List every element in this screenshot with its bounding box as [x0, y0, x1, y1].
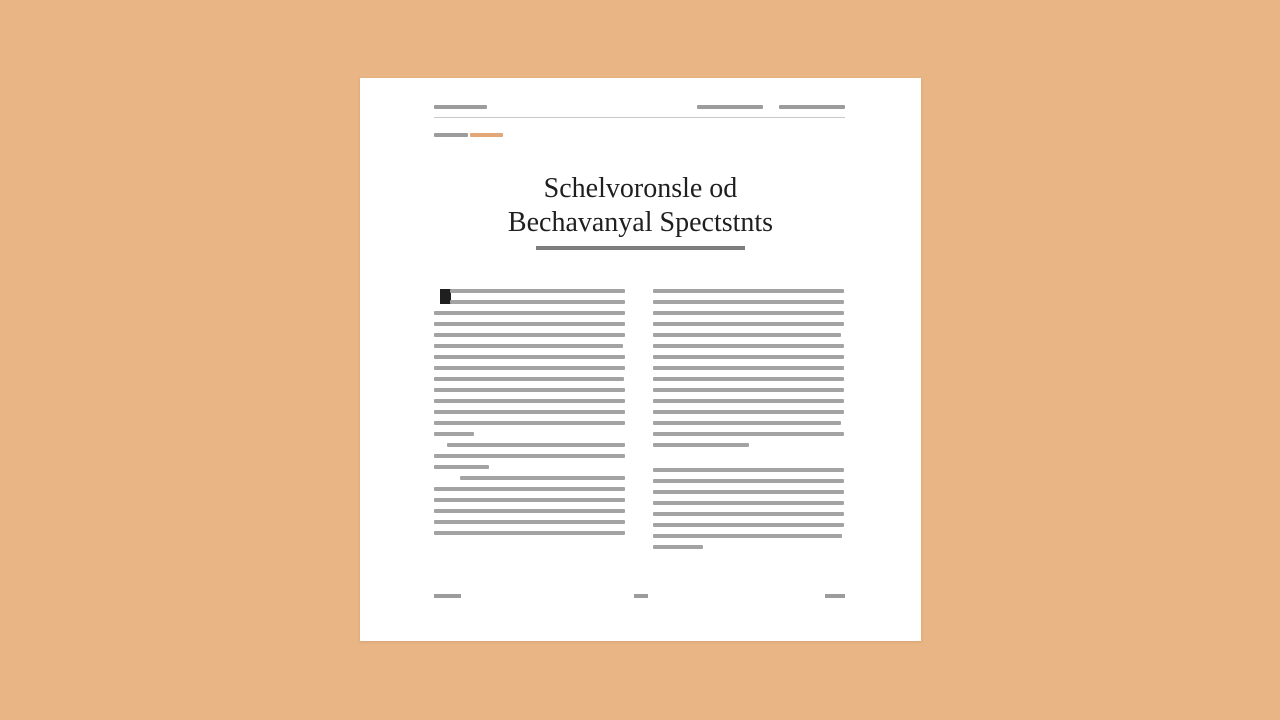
- text-line: [434, 355, 625, 359]
- text-line: [653, 443, 749, 447]
- running-header-right: [779, 105, 845, 109]
- text-line: [434, 366, 625, 370]
- header-divider: [434, 117, 845, 118]
- text-line: [434, 421, 625, 425]
- text-line: [653, 311, 844, 315]
- text-line: [434, 377, 624, 381]
- section-label-accent: [470, 133, 503, 137]
- text-line: [434, 410, 625, 414]
- text-line: [653, 388, 844, 392]
- section-label: [434, 133, 468, 137]
- text-line: [434, 509, 625, 513]
- text-line: [434, 487, 625, 491]
- text-line: [450, 300, 625, 304]
- text-line: [434, 454, 625, 458]
- text-line: [653, 322, 844, 326]
- text-line: [434, 388, 625, 392]
- footer-right: [825, 594, 845, 598]
- page-title: [360, 172, 921, 240]
- running-header-center: [697, 105, 763, 109]
- text-line: [653, 289, 844, 293]
- running-header-left: [434, 105, 487, 109]
- text-line: [653, 468, 844, 472]
- body-column-right: [653, 289, 844, 556]
- text-line: [434, 333, 625, 337]
- text-line: [653, 523, 844, 527]
- text-line: [434, 498, 625, 502]
- text-line: [653, 479, 844, 483]
- text-line: [434, 520, 625, 524]
- text-line: [434, 399, 625, 403]
- text-line: [653, 432, 844, 436]
- subtitle-byline: [536, 246, 745, 250]
- text-line: [653, 366, 844, 370]
- text-line: [447, 443, 625, 447]
- paragraph-gap: [653, 454, 844, 468]
- text-line: [653, 377, 844, 381]
- text-line: [434, 344, 623, 348]
- text-line: [460, 476, 625, 480]
- title-line-2: Bechavanyal Spectstnts: [507, 207, 774, 238]
- footer-page-number: [634, 594, 648, 598]
- text-line: [653, 410, 844, 414]
- text-line: [653, 501, 844, 505]
- text-line: [653, 512, 844, 516]
- text-line: [434, 322, 625, 326]
- text-line: [653, 399, 844, 403]
- text-line: [653, 545, 703, 549]
- document-page: [360, 78, 921, 641]
- text-line: [653, 421, 841, 425]
- text-line: [653, 333, 841, 337]
- text-line: [450, 289, 625, 293]
- text-line: [434, 465, 489, 469]
- text-line: [434, 531, 625, 535]
- text-line: [653, 300, 844, 304]
- body-column-left: [434, 289, 625, 542]
- text-line: [653, 490, 844, 494]
- title-line-1: Schelvoronsle od: [543, 173, 738, 204]
- footer-left: [434, 594, 461, 598]
- text-line: [434, 311, 625, 315]
- text-line: [653, 534, 842, 538]
- text-line: [653, 355, 844, 359]
- text-line: [653, 344, 844, 348]
- text-line: [434, 432, 474, 436]
